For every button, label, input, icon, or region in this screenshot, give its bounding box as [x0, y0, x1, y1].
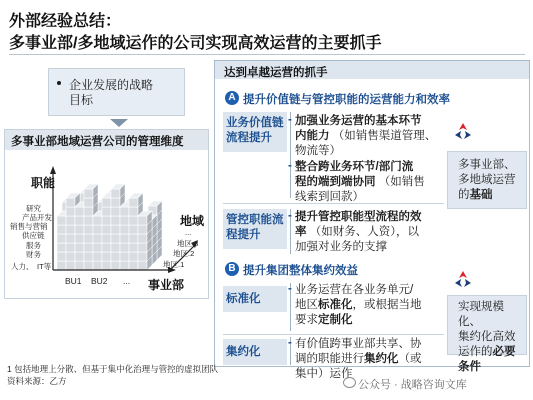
cube-face — [111, 189, 120, 198]
section-b-title: 提升集团整体集约效益 — [243, 265, 358, 277]
row-label-line: 程提升 — [226, 229, 261, 241]
cube-face — [84, 207, 93, 216]
cube-face — [102, 261, 111, 270]
cube-face — [102, 216, 111, 225]
goal-line-1: 企业发展的战略 — [69, 78, 154, 92]
row-label-control-function — [223, 209, 287, 249]
cube-face — [84, 243, 93, 252]
cube-face — [84, 198, 93, 207]
item-text: 有价值跨事业部共享、协 — [295, 338, 422, 350]
cube-face — [66, 234, 75, 243]
bullet-dot — [57, 81, 61, 85]
cube-face — [129, 243, 138, 252]
cube-stack — [57, 184, 162, 270]
converging-arrows-icon — [453, 269, 473, 289]
wechat-icon — [343, 377, 356, 388]
row-label-standardization: 标准化 — [223, 286, 287, 312]
section-a-title: 提升价值链与管控职能的运营能力和效率 — [243, 94, 450, 106]
cube-face — [75, 234, 84, 243]
cube-face — [129, 252, 138, 261]
item-bold: 集约化 — [364, 353, 399, 365]
goal-line-2: 目标 — [69, 93, 94, 107]
cube-face — [111, 207, 120, 216]
cube-face — [93, 216, 102, 225]
item-note: （如销售 — [378, 176, 425, 188]
function-label: 研究 — [26, 204, 41, 213]
cube-face — [84, 189, 93, 198]
cube-face — [102, 234, 111, 243]
cube-face — [75, 252, 84, 261]
item-bold: 提升管控职能型流程的效 — [295, 211, 422, 223]
dash-marker: - — [288, 283, 292, 295]
function-label: 销售与营销 — [10, 222, 48, 231]
item-bold: 定制化 — [318, 314, 353, 326]
cube-face — [57, 243, 66, 252]
cube-face — [120, 216, 129, 225]
standardization-item — [295, 283, 445, 328]
panel-title: 多事业部地域运营公司的管理维度 — [5, 130, 208, 150]
source-note: 资料来源：乙方 — [7, 376, 67, 386]
dash-marker: - — [288, 210, 292, 222]
dash-marker: - — [288, 114, 292, 126]
down-arrow-icon — [110, 119, 128, 127]
function-label: IT等 — [37, 262, 52, 271]
item-text: 地区 — [295, 299, 318, 311]
cube-face — [138, 252, 147, 261]
badge-a: A — [225, 91, 239, 105]
region-label: 地区.1 — [163, 260, 185, 269]
page-title-line2: 多事业部/多地域运作的公司实现高效运营的主要抓手 — [9, 35, 382, 52]
cube-face — [129, 198, 138, 207]
cube-face — [120, 243, 129, 252]
cube-face — [129, 261, 138, 270]
cube-face — [75, 207, 84, 216]
cube-face — [84, 252, 93, 261]
cube-face — [138, 243, 147, 252]
bu-label: ... — [123, 276, 131, 286]
item-bold: 整合跨业务环节/部门流 — [295, 161, 414, 173]
side-box-text: 的 — [458, 189, 470, 201]
axis-function-label: 职能 — [31, 176, 56, 190]
cube-face — [66, 243, 75, 252]
function-label: 供应链 — [22, 231, 45, 240]
cube-face — [57, 225, 66, 234]
cube-face — [138, 261, 147, 270]
item-note: 加强对业务的支撑 — [295, 241, 387, 253]
management-dimensions-panel — [4, 129, 209, 299]
row-label-line: 流程提升 — [226, 132, 272, 144]
side-box-bold: 必要 — [492, 346, 516, 358]
cube-face — [111, 252, 120, 261]
side-box-text: 运作的 — [458, 346, 493, 358]
section-a-heading — [215, 90, 450, 107]
cube-face — [102, 252, 111, 261]
cube-face — [75, 261, 84, 270]
axis-bu-label: 事业部 — [148, 278, 185, 292]
row-label-value-chain — [223, 112, 287, 152]
cube-face — [84, 234, 93, 243]
item-bold: 加强业务运营的基本环节 — [295, 115, 422, 127]
title-divider — [9, 54, 525, 55]
row-label-line: 业务价值链 — [226, 117, 284, 129]
cube-face — [111, 261, 120, 270]
side-box-line: 多地域运营 — [458, 174, 516, 186]
cube-face — [120, 234, 129, 243]
item-text: 调的职能进行 — [295, 353, 364, 365]
cube-face — [66, 207, 75, 216]
function-label: 产品开发 — [22, 213, 52, 222]
item-bold: 程的端到端协同 — [295, 176, 376, 188]
cube-face — [120, 261, 129, 270]
item-bold: 标准化 — [318, 299, 353, 311]
cube-face — [75, 225, 84, 234]
cube-face — [57, 252, 66, 261]
side-box-bold: 条件 — [458, 361, 481, 373]
cube-face — [138, 234, 147, 243]
cube-face — [120, 225, 129, 234]
strategic-goal-box — [48, 68, 185, 116]
region-label: 地区.3 — [177, 239, 199, 248]
row-label-line: 管控职能流 — [226, 214, 284, 226]
cube-face — [111, 243, 120, 252]
item-text: 集中）运作 — [295, 368, 353, 380]
cube-face — [66, 216, 75, 225]
cube-face — [93, 261, 102, 270]
side-box-bold: 基础 — [469, 189, 493, 201]
cube-face — [93, 225, 102, 234]
cube-face — [84, 261, 93, 270]
dash-marker: - — [288, 337, 292, 349]
panel-header: 达到卓越运营的抓手 — [215, 61, 529, 79]
item-text: ，或根据当地 — [352, 299, 422, 311]
region-label: 地区.2 — [173, 249, 195, 258]
cube-face — [57, 216, 66, 225]
region-more-label: ... — [185, 228, 192, 237]
row-label-intensification: 集约化 — [223, 339, 287, 365]
item-note: （如销售渠道管理、 — [332, 130, 437, 142]
cube-face — [102, 243, 111, 252]
foundation-box — [447, 151, 527, 209]
item-bold: 率 — [295, 226, 307, 238]
cube-face — [93, 252, 102, 261]
section-b-heading — [215, 261, 445, 278]
item-note: 物流等） — [295, 145, 341, 157]
cube-face — [129, 216, 138, 225]
item-note: （如财务、人资），以 — [309, 226, 419, 238]
cube-face — [57, 234, 66, 243]
value-chain-item-2 — [295, 160, 445, 205]
cube-face — [102, 207, 111, 216]
cube-face — [138, 216, 147, 225]
necessary-condition-box — [447, 295, 527, 373]
page-title-line1: 外部经验总结： — [9, 13, 122, 30]
control-function-item — [295, 210, 445, 255]
cube-face — [129, 234, 138, 243]
cube-face — [120, 207, 129, 216]
bu-label: BU1 — [65, 276, 82, 286]
strategic-goal-text — [69, 78, 153, 108]
operation-levers-panel — [214, 60, 530, 380]
cube-face — [111, 198, 120, 207]
item-text: （或 — [398, 353, 422, 365]
cube-face — [66, 198, 75, 207]
cube-face — [102, 198, 111, 207]
cube-face — [93, 243, 102, 252]
cube-face — [111, 234, 120, 243]
badge-b: B — [225, 262, 239, 276]
cube-face — [120, 252, 129, 261]
side-box-line: 集约化高效 — [458, 331, 516, 343]
cube-face — [57, 261, 66, 270]
cube-face — [129, 207, 138, 216]
cube-face — [66, 261, 75, 270]
cube-face — [93, 234, 102, 243]
item-bold: 内能力 — [295, 130, 330, 142]
cube-face — [75, 243, 84, 252]
axis-region-label: 地域 — [180, 214, 205, 228]
converging-arrows-icon — [453, 121, 473, 141]
cube-face — [111, 225, 120, 234]
cube-face — [129, 225, 138, 234]
side-box-line: 实现规模化、 — [458, 301, 504, 328]
value-chain-item-1 — [295, 114, 445, 159]
item-note: 线索到回款） — [295, 191, 364, 203]
cube-face — [75, 216, 84, 225]
item-text: 业务运营在各业务单元/ — [295, 284, 414, 296]
item-text: 要求 — [295, 314, 318, 326]
cube-face — [84, 225, 93, 234]
footnote: 1 包括地理上分散、但基于集中化治理与管控的虚拟团队 — [7, 364, 219, 374]
cube-face — [66, 252, 75, 261]
row-divider — [223, 334, 444, 335]
function-label: 服务 — [26, 241, 41, 250]
dash-marker: - — [288, 160, 292, 172]
function-label: 财务 — [26, 250, 41, 259]
cube-face — [111, 216, 120, 225]
cube-face — [84, 216, 93, 225]
watermark: 公众号 · 战略咨询文库 — [358, 379, 467, 391]
bu-label: BU2 — [91, 276, 108, 286]
side-box-line: 多事业部、 — [458, 159, 516, 171]
row-divider — [223, 203, 444, 204]
cube-face — [66, 225, 75, 234]
function-label: 人力、 — [11, 262, 34, 271]
cube-face — [102, 225, 111, 234]
cube-face — [138, 225, 147, 234]
